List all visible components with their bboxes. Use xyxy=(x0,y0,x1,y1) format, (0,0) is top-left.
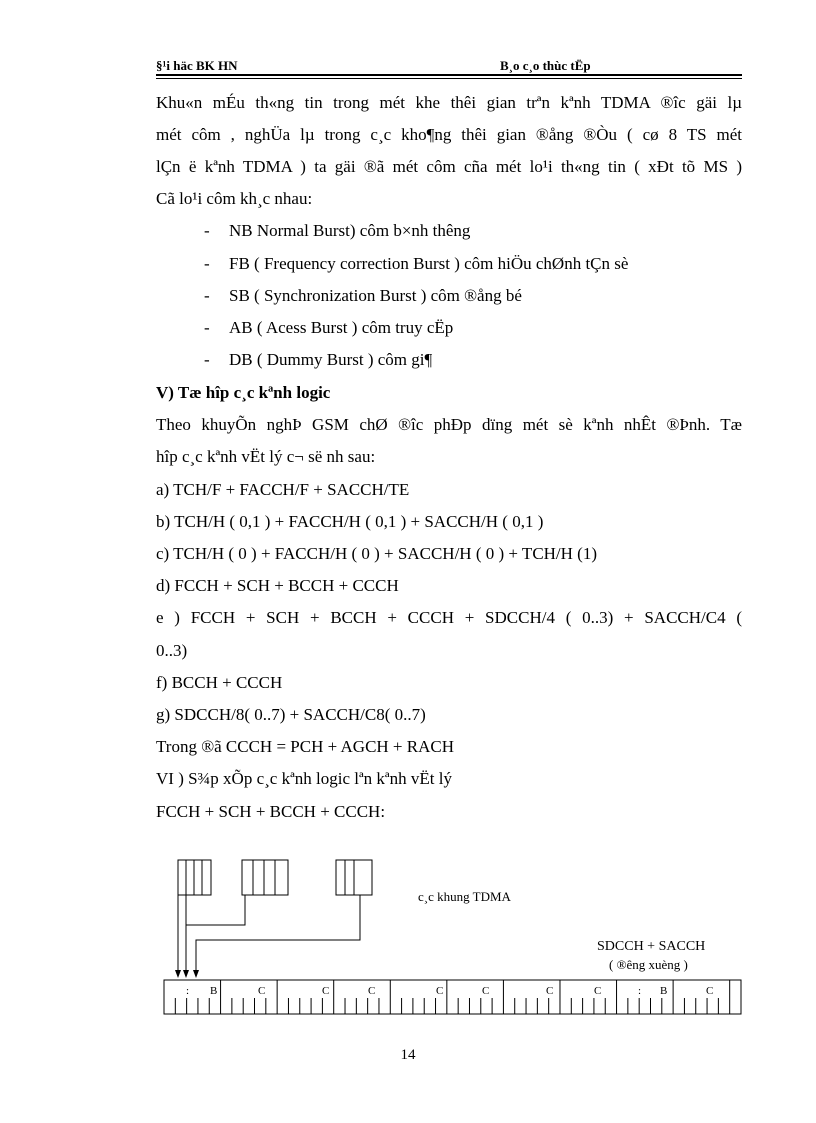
combination-line: e ) FCCH + SCH + BCCH + CCCH + SDCCH/4 ( 0..3) + SACCH/C4 ( xyxy=(156,608,742,627)
strip-mark: C xyxy=(368,985,376,997)
frames-label: c¸c khung TDMA xyxy=(418,889,511,904)
list-item-text: NB Normal Burst) côm b×nh thêng xyxy=(229,221,471,240)
paragraph-line: mét côm , nghÜa lµ trong c¸c kho¶ng thêi gian ®ång ®Òu ( cø 8 TS mét xyxy=(156,125,742,144)
bullet-mark: - xyxy=(204,254,210,273)
combination-line: a) TCH/F + FACCH/F + SACCH/TE xyxy=(156,480,410,499)
strip-mark: B xyxy=(210,985,218,997)
section-heading: VI ) S¾p xÕp c¸c kªnh logic lªn kªnh vËt lý xyxy=(156,769,452,788)
tdma-frame-groups xyxy=(178,860,372,895)
combination-line: f) BCCH + CCCH xyxy=(156,673,283,692)
paragraph-line: Cã lo¹i côm kh¸c nhau: xyxy=(156,189,313,208)
strip-mark: B xyxy=(660,985,668,997)
frame-group-2 xyxy=(242,860,288,895)
bullet-mark: - xyxy=(204,350,210,369)
header-left: §¹i häc BK HN xyxy=(156,58,238,73)
bullet-mark: - xyxy=(204,286,210,305)
paragraph-line: hîp c¸c kªnh vËt lý c¬ së nh sau: xyxy=(156,447,376,466)
list-item-text: SB ( Synchronization Burst ) côm ®ång bé xyxy=(229,286,522,305)
bullet-mark: - xyxy=(204,318,210,337)
section-heading: V) Tæ hîp c¸c kªnh logic xyxy=(156,383,331,402)
combination-line: d) FCCH + SCH + BCCH + CCCH xyxy=(156,576,399,595)
combination-line: 0..3) xyxy=(156,641,188,660)
strip-mark: C xyxy=(546,985,554,997)
strip-marks xyxy=(186,985,713,997)
strip-mark: C xyxy=(322,985,330,997)
combination-line: c) TCH/H ( 0 ) + FACCH/H ( 0 ) + SACCH/H ( 0 ) + TCH/H (1) xyxy=(156,544,598,563)
paragraph-line: Trong ®ã CCCH = PCH + AGCH + RACH xyxy=(156,737,454,756)
strip-mark: C xyxy=(706,985,714,997)
page-number: 14 xyxy=(400,1047,416,1063)
strip-mark: C xyxy=(258,985,266,997)
sdcch-label: SDCCH + SACCH xyxy=(597,939,706,954)
strip-mark: C xyxy=(482,985,490,997)
strip-mark: : xyxy=(638,985,642,997)
tdma-strip xyxy=(164,980,741,1014)
list-item-text: AB ( Acess Burst ) côm truy cËp xyxy=(229,318,454,337)
paragraph-line: Khu«n mÉu th«ng tin trong mét khe thêi gian trªn kªnh TDMA ®îc gäi lµ xyxy=(156,93,742,112)
list-item-text: DB ( Dummy Burst ) côm gi¶ xyxy=(229,350,433,369)
strip-mark: C xyxy=(594,985,602,997)
strip-mark: : xyxy=(186,985,190,997)
paragraph-line: FCCH + SCH + BCCH + CCCH: xyxy=(156,802,386,821)
sdcch-sublabel: ( ®êng xuèng ) xyxy=(609,957,688,972)
paragraph-line: Theo khuyÕn nghÞ GSM chØ ®îc phÐp dïng mét sè kªnh nhÊt ®Þnh. Tæ xyxy=(156,415,742,434)
header-right: B¸o c¸o thùc tËp xyxy=(500,58,591,73)
bullet-mark: - xyxy=(204,221,210,240)
combination-line: b) TCH/H ( 0,1 ) + FACCH/H ( 0,1 ) + SACCH/H ( 0,1 ) xyxy=(156,512,544,531)
combination-line: g) SDCCH/8( 0..7) + SACCH/C8( 0..7) xyxy=(156,705,426,724)
strip-mark: C xyxy=(436,985,444,997)
connector-arrows xyxy=(178,895,360,972)
tdma-strip-border xyxy=(164,980,741,1014)
arrow-heads xyxy=(175,970,199,978)
paragraph-line: lÇn ë kªnh TDMA ) ta gäi ®ã mét côm cña mét lo¹i th«ng tin ( xÐt tõ MS ) xyxy=(156,157,742,176)
list-item-text: FB ( Frequency correction Burst ) côm hiÖu chØnh tÇn sè xyxy=(229,254,629,273)
